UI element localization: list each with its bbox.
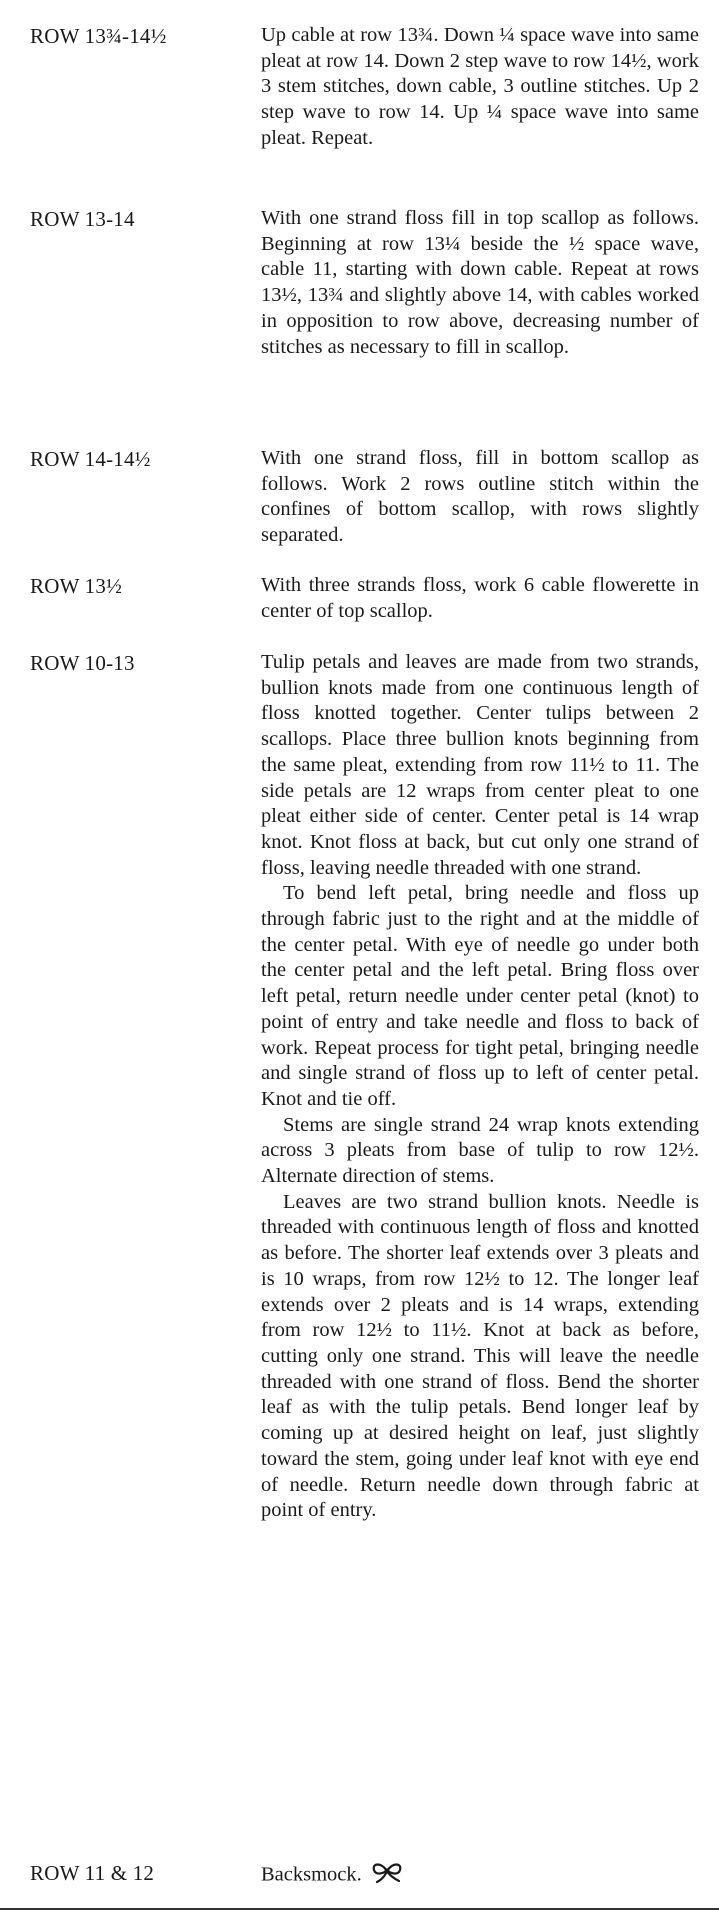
row-label: ROW 13½: [30, 574, 123, 598]
row-label: ROW 14-14½: [30, 447, 151, 471]
bow-ornament-icon: [368, 1860, 406, 1892]
instruction-text: Backsmock.: [261, 1863, 362, 1886]
instruction-paragraph: To bend left petal, bring needle and floss up through fabric just to the right and at the middle of the center petal. With eye of needle go under both the center petal and the left petal. Bring floss over left petal, return needle under center petal (knot) to point of entry and take needle and floss to back of work. Repeat process for tight petal, bringing needle and single strand of floss up to left of center petal. Knot and tie off.: [261, 882, 699, 1110]
row-label: ROW 13¾-14½: [30, 24, 167, 48]
row-instructions: [261, 23, 699, 152]
row-label: ROW 11 & 12: [30, 1861, 155, 1885]
bottom-rule: [0, 1908, 719, 1910]
row-instructions: [261, 446, 699, 549]
instruction-paragraph: Tulip petals and leaves are made from two strands, bullion knots made from one continuous length of floss knotted together. Center tulips between 2 scallops. Place three bullion knots beginning from the same pleat, extending from row 11½ to 11. The side petals are 12 wraps from center pleat to one pleat either side of center. Center petal is 14 wrap knot. Knot floss at back, but cut only one strand of floss, leaving needle threaded with one strand.: [261, 651, 699, 879]
instruction-paragraph: With three strands floss, work 6 cable flowerette in center of top scallop.: [261, 574, 699, 622]
instruction-paragraph: With one strand floss, fill in bottom scallop as follows. Work 2 rows outline stitch within the confines of bottom scallop, with rows slightly separated.: [261, 447, 699, 547]
row-instructions: [261, 206, 699, 360]
row-instructions: [261, 573, 699, 624]
instruction-paragraph: Stems are single strand 24 wrap knots extending across 3 pleats from base of tulip to row 12½. Alternate direction of stems.: [261, 1113, 699, 1188]
row-instructions: [261, 1860, 699, 1892]
instruction-paragraph: Leaves are two strand bullion knots. Needle is threaded with continuous length of floss and knotted as before. The shorter leaf extends over 3 pleats and is 10 wraps, from row 12½ to 12. The longer leaf extends over 2 pleats and is 14 wraps, extending from row 12½ to 11½. Knot at back as before, cutting only one strand. This will leave the needle threaded with one strand of floss. Bend the shorter leaf as with the tulip petals. Bend longer leaf by coming up at desired height on leaf, just slightly toward the stem, going under leaf knot with eye end of needle. Return needle down through fabric at point of entry.: [261, 1190, 699, 1522]
row-label: ROW 13-14: [30, 207, 135, 231]
instruction-paragraph: With one strand floss fill in top scallop as follows. Beginning at row 13¼ beside the ½ space wave, cable 11, starting with down cable. Repeat at rows 13½, 13¾ and slightly above 14, with cables worked in opposition to row above, decreasing number of stitches as necessary to fill in scallop.: [261, 207, 699, 358]
row-instructions: [261, 650, 699, 1524]
instruction-paragraph: Up cable at row 13¾. Down ¼ space wave into same pleat at row 14. Down 2 step wave to row 14½, work 3 stem stitches, down cable, 3 outline stitches. Up 2 step wave to row 14. Up ¼ space wave into same pleat. Repeat.: [261, 24, 699, 149]
instruction-paragraph: [261, 1860, 699, 1892]
row-label: ROW 10-13: [30, 651, 135, 675]
